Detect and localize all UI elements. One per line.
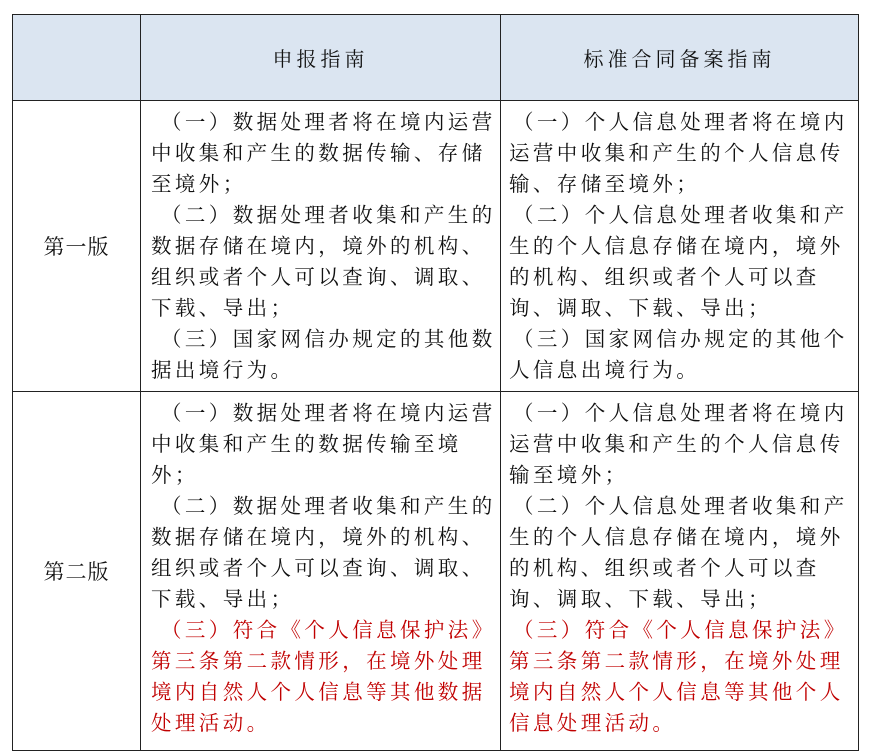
highlighted-clause-text: （三）符合《个人信息保护法》第三条第二款情形，在境外处理境内自然人个人信息等其他个人信息处理活动。: [509, 618, 848, 735]
clause-text: （三）国家网信办规定的其他个人信息出境行为。: [509, 327, 848, 382]
clause-text: （二）数据处理者收集和产生的数据存储在境内，境外的机构、组织或者个人可以查询、调取、下载、导出；: [151, 494, 496, 611]
clause-text: （三）国家网信办规定的其他数据出境行为。: [151, 327, 496, 382]
table-row-version-2: [13, 392, 859, 751]
table-row-version-1: [13, 101, 859, 392]
declaration-guide-cell: [141, 392, 501, 751]
row-label: 第二版: [13, 392, 141, 751]
clause-text: （二）数据处理者收集和产生的数据存储在境内，境外的机构、组织或者个人可以查询、调取、下载、导出；: [151, 203, 496, 320]
clause-text: （二）个人信息处理者收集和产生的个人信息存储在境内，境外的机构、组织或者个人可以查询、调取、下载、导出；: [509, 494, 848, 611]
clause-text: （一）个人信息处理者将在境内运营中收集和产生的个人信息传输至境外；: [509, 401, 848, 487]
highlighted-clause-text: （三）符合《个人信息保护法》第三条第二款情形，在境外处理境内自然人个人信息等其他数据处理活动。: [151, 618, 496, 735]
comparison-table: [12, 14, 859, 751]
header-declaration-guide: 申报指南: [141, 15, 501, 101]
header-corner-cell: [13, 15, 141, 101]
header-row: [13, 15, 859, 101]
header-standard-contract-guide: 标准合同备案指南: [501, 15, 859, 101]
clause-text: （二）个人信息处理者收集和产生的个人信息存储在境内，境外的机构、组织或者个人可以查询、调取、下载、导出；: [509, 203, 848, 320]
clause-text: （一）数据处理者将在境内运营中收集和产生的数据传输至境外；: [151, 401, 496, 487]
clause-text: （一）数据处理者将在境内运营中收集和产生的数据传输、存储至境外；: [151, 110, 496, 196]
standard-contract-guide-cell: [501, 392, 859, 751]
row-label: 第一版: [13, 101, 141, 392]
declaration-guide-cell: [141, 101, 501, 392]
standard-contract-guide-cell: [501, 101, 859, 392]
clause-text: （一）个人信息处理者将在境内运营中收集和产生的个人信息传输、存储至境外；: [509, 110, 848, 196]
